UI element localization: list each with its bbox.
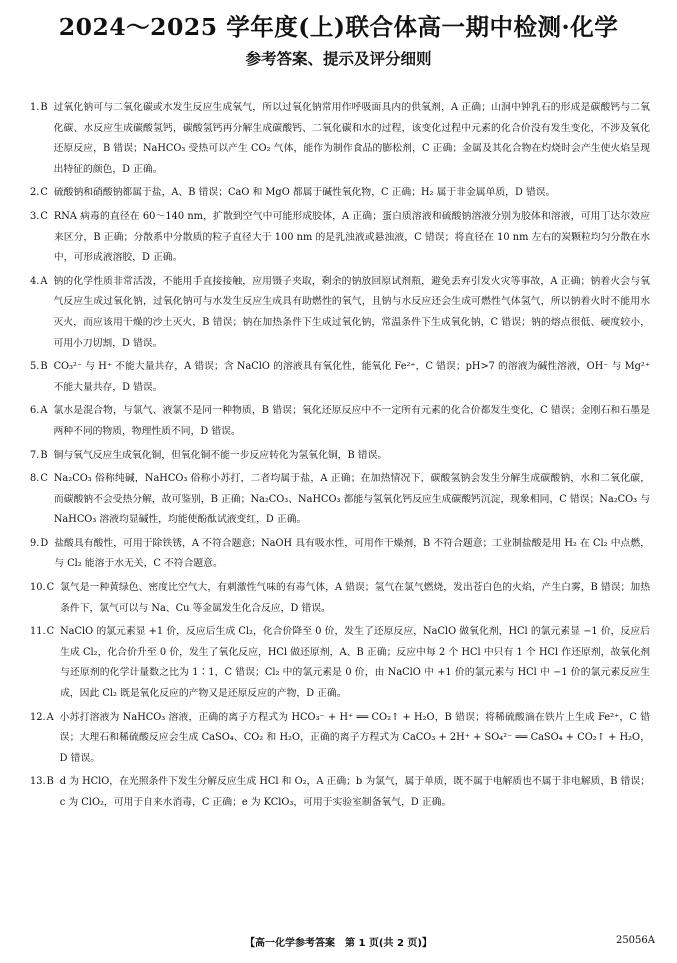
item-number: 11. [30,626,46,638]
item-explanation: 硫酸钠和硝酸钠都属于盐，A、B 错误；CaO 和 MgO 都属于碱性氧化物，C 正确；H₂ 属于非金属单质，D 错误。 [53,187,556,199]
item-number: 13. [30,776,46,788]
item-number: 6. [30,405,40,417]
answer-item-10 [30,578,650,619]
answer-item-3 [30,207,650,269]
item-number: 2. [30,187,40,199]
page-title: 2024～2025 学年度(上)联合体高一期中检测·化学 [58,13,619,41]
item-number: 10. [30,582,46,594]
item-explanation: NaClO 的氯元素显 +1 价，反应后生成 Cl₂，化合价降至 0 价，发生了还原反应，NaClO 做氧化剂，HCl 的氯元素显 −1 价，反应后生成 Cl₂，化合价升至 0 价，发生了氧化反应，HCl 做还原剂，A、B 正确；反应中每 2 个 HCl 中只有 1 个 HCl 作还原剂，故氧化剂与还原剂的化学计量数之比为 1∶1，C 错误；Cl₂ 中的氯元素是 0 价，由 NaClO 中 +1 价的氯元素与 HCl 中 −1 价的氯元素反应生成，因此 Cl₂ 既是氧化反应的产物又是还原反应的产物，D 正确。 [60,626,650,700]
page-subtitle: 参考答案、提示及评分细则 [245,50,432,68]
item-number: 9. [30,537,40,549]
answer-item-11 [30,622,650,704]
item-explanation: 氯水是混合物，与氯气、液氯不是同一种物质，B 错误；氧化还原反应中不一定所有元素的化合价都发生变化，C 错误；金刚石和石墨是两种不同的物质，物理性质不同，D 错误。 [53,405,650,437]
item-number: 3. [30,210,40,222]
answer-item-5 [30,357,650,398]
item-explanation: 钠的化学性质非常活泼，不能用手直接接触，应用镊子夹取，剩余的钠放回原试剂瓶，避免丢弃引发火灾等事故，A 正确；钠着火会与氧气反应生成过氧化钠，过氧化钠可与水发生反应生成具有助燃性的氧气，且钠与水反应还会生成可燃性气体氢气，所以钠着火时不能用水灭火，而应该用干燥的沙土灭火，B 错误；钠在加热条件下生成过氧化钠，常温条件下生成氧化钠，C 错误；钠的熔点很低、硬度较小，可用小刀切割，D 错误。 [53,275,650,349]
item-number: 8. [30,473,40,485]
item-explanation: 小苏打溶液为 NaHCO₃ 溶液，正确的离子方程式为 HCO₃⁻ + H⁺ ══ CO₂↑ + H₂O，B 错误；将稀硫酸滴在铁片上生成 Fe²⁺，C 错误；大理石和稀硫酸反应会生成 CaSO₄、CO₂ 和 H₂O，正确的离子方程式为 CaCO₃ + 2H⁺ + SO₄²⁻ ══ CaSO₄ + CO₂↑ + H₂O，D 错误。 [59,711,650,764]
item-answer: C [40,473,48,485]
item-answer: A [40,405,48,417]
item-explanation: 氯气是一种黄绿色、密度比空气大，有刺激性气味的有毒气体，A 错误；氢气在氯气燃烧，发出苍白色的火焰，产生白雾，B 错误；加热条件下，氯气可以与 Na、Cu 等金属发生化合反应，D 错误。 [60,582,650,614]
item-answer: C [40,187,48,199]
answer-item-12 [30,708,650,770]
item-answer: C [46,582,55,594]
item-number: 5. [30,361,40,373]
item-explanation: d 为 HClO，在光照条件下发生分解反应生成 HCl 和 O₂，A 正确；b 为氯气，属于单质，既不属于电解质也不属于非电解质，B 错误；c 为 ClO₂，可用于自来水消毒，C 正确；e 为 KClO₃，可用于实验室制备氧气，D 正确。 [59,776,650,808]
answer-item-4 [30,272,650,354]
item-answer: A [40,275,48,287]
answer-item-13 [30,772,650,813]
item-answer: C [46,626,55,638]
item-answer: B [46,776,54,788]
item-number: 1. [30,102,40,113]
answer-item-9 [30,534,650,575]
item-answer: B [40,102,48,113]
item-number: 4. [30,275,40,287]
page-footer: 【高一化学参考答案 第 1 页(共 2 页)】 [245,938,432,949]
answer-item-7 [30,446,650,467]
item-explanation: 盐酸具有酸性，可用于除铁锈，A 不符合题意；NaOH 具有吸水性，可用作干燥剂，B 不符合题意；工业制盐酸是用 H₂ 在 Cl₂ 中点燃，与 Cl₂ 能溶于水无关，C 不符合题意。 [54,537,650,570]
item-explanation: RNA 病毒的直径在 60～140 nm，扩散到空气中可能形成胶体，A 正确；蛋白质溶液和硫酸钠溶液分别为胶体和溶液，可用丁达尔效应来区分，B 正确；分散系中分散质的粒子直径大于 100 nm 的是乳浊液或悬浊液，C 错误；将直径在 10 nm 左右的炭颗粒均匀分散在水中，可形成液溶胶，D 正确。 [53,210,650,264]
answer-item-8 [30,469,650,531]
item-explanation: Na₂CO₃ 俗称纯碱，NaHCO₃ 俗称小苏打，二者均属于盐，A 正确；在加热情况下，碳酸氢钠会发生分解生成碳酸钠，水和二氧化碳，而碳酸钠不会受热分解，故可鉴别，B 正确；Na₂CO₃、NaHCO₃ 都能与氢氧化钙反应生成碳酸钙沉淀，现象相同，C 错误；Na₂CO₃ 与 NaHCO₃ 溶液均显碱性，均能使酚酞试液变红，D 正确。 [53,473,650,526]
answer-item-6 [30,401,650,442]
item-number: 12. [30,711,46,723]
item-explanation: 铜与氧气反应生成氧化铜，但氧化铜不能一步反应转化为氢氧化铜，B 错误。 [53,449,388,461]
item-explanation: CO₃²⁻ 与 H⁺ 不能大量共存，A 错误；含 NaClO 的溶液具有氧化性，能氧化 Fe²⁺，C 错误；pH>7 的溶液为碱性溶液，OH⁻ 与 Mg²⁺ 不能大量共存，D 错误。 [53,361,650,393]
item-answer: A [46,711,54,723]
item-explanation: 过氧化钠可与二氧化碳或水发生反应生成氧气，所以过氧化钠常用作呼吸面具内的供氧剂，A 正确；山洞中钟乳石的形成是碳酸钙与二氧化碳、水反应生成碳酸氢钙，碳酸氢钙再分解生成碳酸钙、二氧化碳和水的过程，该变化过程中元素的化合价没有发生变化，不涉及氧化还原反应，B 错误；NaHCO₃ 受热可以产生 CO₂ 气体，能作为制作食品的膨松剂，C 正确；金属及其化合物在灼烧时会产生使火焰呈现出特征的颜色，D 正确。 [53,102,650,175]
item-answer: C [40,210,48,222]
document-code: 25056A [615,935,655,946]
answer-list [30,98,650,817]
item-answer: B [40,449,48,461]
item-answer: B [40,361,48,373]
answer-item-2 [30,183,650,204]
item-number: 7. [30,449,40,461]
answer-item-1 [30,98,650,180]
item-answer: D [40,537,49,549]
